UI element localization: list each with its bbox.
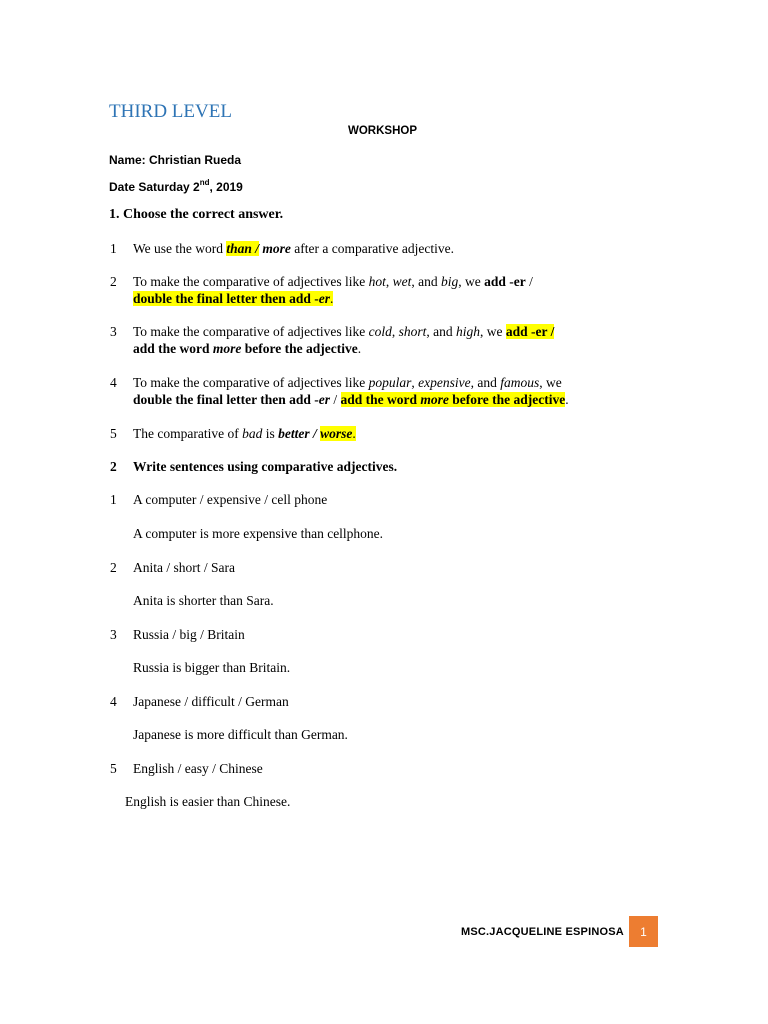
option-than: than / — [226, 241, 260, 256]
section-2-number: 2 — [110, 459, 117, 474]
student-name: Name: Christian Rueda — [109, 153, 242, 167]
workshop-heading: WORKSHOP — [348, 125, 417, 137]
item-number: 3 — [110, 324, 117, 339]
exercise-answer: English is easier than Chinese. — [125, 794, 291, 809]
page-number-badge: 1 — [629, 916, 658, 947]
page-title: THIRD LEVEL — [109, 101, 232, 122]
item-number: 2 — [110, 274, 117, 289]
exercise-answer: Japanese is more difficult than German. — [133, 727, 348, 742]
exercise-prompt: A computer / expensive / cell phone — [133, 492, 328, 507]
item-number: 3 — [110, 627, 117, 642]
footer-author: MSC.JACQUELINE ESPINOSA — [461, 926, 624, 938]
exercise-prompt: Anita / short / Sara — [133, 560, 235, 575]
item-number: 1 — [110, 241, 117, 256]
question-5: The comparative of bad is better / worse. — [133, 426, 356, 441]
item-number: 1 — [110, 492, 117, 507]
section-2-title: Write sentences using comparative adjectives. — [133, 459, 398, 474]
item-number: 4 — [110, 375, 117, 390]
exercise-prompt: English / easy / Chinese — [133, 761, 263, 776]
question-3-line-2: add the word more before the adjective. — [133, 341, 362, 356]
section-1-title: 1. Choose the correct answer. — [109, 207, 284, 222]
exercise-answer: Anita is shorter than Sara. — [133, 593, 274, 608]
question-4-line-2: double the final letter then add -er / add the word more before the adjective. — [133, 392, 569, 407]
date-line: Date Saturday 2nd, 2019 — [109, 178, 243, 194]
exercise-prompt: Russia / big / Britain — [133, 627, 245, 642]
question-3-line-1: To make the comparative of adjectives like cold, short, and high, we add -er / — [133, 324, 555, 339]
question-2-line-1: To make the comparative of adjectives like hot, wet, and big, we add -er / — [133, 274, 533, 289]
question-2-line-2: double the final letter then add -er. — [133, 291, 334, 306]
option-more: more — [262, 241, 291, 256]
question-1: We use the word than / more after a comparative adjective. — [133, 241, 454, 256]
item-number: 5 — [110, 426, 117, 441]
item-number: 4 — [110, 694, 117, 709]
exercise-answer: A computer is more expensive than cellphone. — [133, 526, 384, 541]
exercise-prompt: Japanese / difficult / German — [133, 694, 289, 709]
item-number: 5 — [110, 761, 117, 776]
question-4-line-1: To make the comparative of adjectives like popular, expensive, and famous, we — [133, 375, 562, 390]
item-number: 2 — [110, 560, 117, 575]
exercise-answer: Russia is bigger than Britain. — [133, 660, 291, 675]
